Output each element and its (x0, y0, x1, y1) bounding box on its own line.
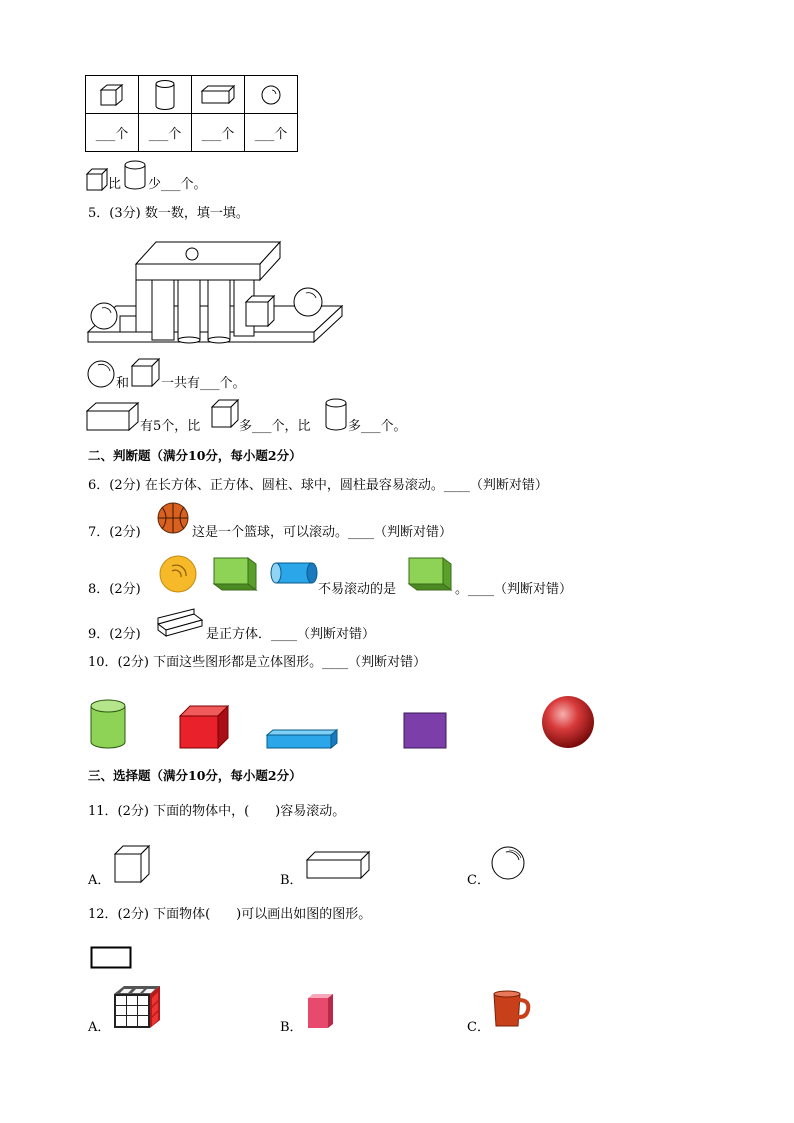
option-c-label[interactable]: C． (467, 1020, 490, 1035)
question-8-number: 8．(2分) (88, 582, 141, 597)
pink-cuboid-icon (305, 992, 335, 1030)
question-10: 10．(2分) 下面这些图形都是立体图形。____（判断对错） (88, 655, 427, 670)
compare-answer: 少___个。 (148, 177, 207, 192)
option-a-label[interactable]: A． (88, 873, 111, 888)
blue-cuboid-icon (265, 728, 339, 750)
total-text: 一共有___个。 (161, 376, 246, 391)
option-b-label[interactable]: B． (280, 873, 303, 888)
table-cell (245, 76, 298, 114)
section-3-title: 三、选择题（满分10分，每小题2分） (88, 768, 302, 783)
question-7-text: 这是一个篮球，可以滚动。____（判断对错） (192, 525, 453, 540)
compare-line-b: 多___个，比 (239, 419, 311, 434)
question-9-text: 是正方体．____（判断对错） (206, 627, 376, 642)
cuboid-icon (86, 402, 140, 432)
green-cuboid-icon (407, 556, 453, 592)
compare-text: 比 (108, 177, 122, 192)
question-8-end: 。____（判断对错） (455, 582, 573, 597)
section-2-title: 二、判断题（满分10分，每小题2分） (88, 448, 302, 463)
question-11: 11．(2分) 下面的物体中，( )容易滚动。 (88, 804, 346, 819)
option-a-label[interactable]: A． (88, 1020, 111, 1035)
rubiks-cube-icon (112, 984, 162, 1030)
building-blocks-figure (86, 236, 344, 346)
question-6: 6．(2分) 在长方体、正方体、圆柱、球中，圆柱最容易滚动。____（判断对错） (88, 478, 548, 493)
cube-icon (113, 844, 151, 884)
table-cell (192, 76, 245, 114)
table-cell (86, 76, 139, 114)
purple-square-icon (403, 712, 447, 750)
cylinder-icon (324, 398, 348, 432)
cylinder-icon (123, 160, 147, 190)
question-8-text: 不易滚动的是 (318, 582, 397, 597)
tilted-cuboid-icon (156, 606, 206, 638)
green-cylinder-icon (88, 698, 128, 750)
question-9-number: 9．(2分) (88, 627, 141, 642)
red-cube-icon (178, 704, 230, 750)
option-b-label[interactable]: B． (280, 1020, 303, 1035)
count-blank[interactable]: ___个 (86, 114, 139, 152)
cube-icon (131, 358, 161, 388)
blue-cylinder-icon (268, 560, 318, 586)
compare-line-c: 多___个。 (348, 419, 407, 434)
cube-icon (99, 83, 125, 107)
cuboid-icon (305, 850, 371, 880)
cube-icon (86, 168, 108, 192)
compare-line-a: 有5个，比 (140, 419, 201, 434)
cylinder-icon (153, 79, 177, 111)
rectangle-icon (90, 946, 132, 970)
question-7-number: 7．(2分) (88, 525, 141, 540)
cuboid-icon (200, 84, 236, 106)
shape-count-table (85, 75, 298, 152)
green-cuboid-icon (212, 556, 258, 592)
sphere-icon (490, 845, 526, 881)
count-blank[interactable]: ___个 (245, 114, 298, 152)
question-5-title: 5．(3分) 数一数，填一填。 (88, 206, 249, 221)
red-sphere-icon (540, 694, 596, 750)
basketball-icon (156, 501, 190, 535)
mug-icon (490, 990, 532, 1030)
table-cell (139, 76, 192, 114)
and-text: 和 (116, 376, 130, 391)
count-blank[interactable]: ___个 (192, 114, 245, 152)
option-c-label[interactable]: C． (467, 873, 490, 888)
sphere-icon (86, 359, 116, 389)
sphere-icon (259, 83, 283, 107)
question-12: 12．(2分) 下面物体( )可以画出如图的图形。 (88, 907, 372, 922)
cube-icon (211, 399, 239, 429)
yellow-ball-icon (158, 554, 198, 594)
count-blank[interactable]: ___个 (139, 114, 192, 152)
